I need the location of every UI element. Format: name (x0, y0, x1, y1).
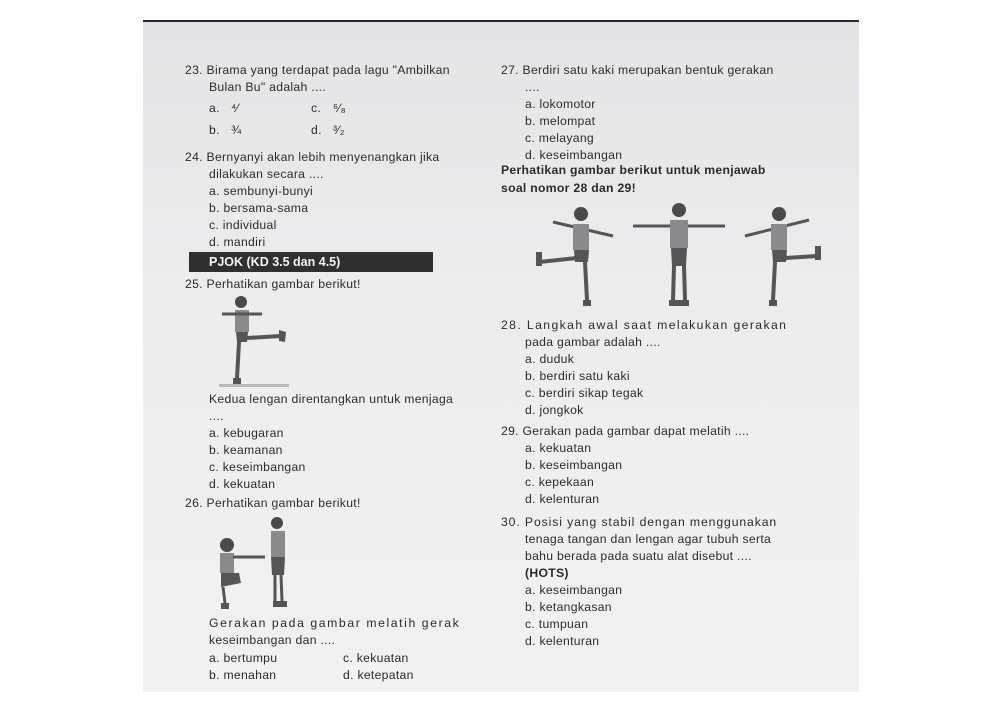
q23-c-letter: c. (311, 101, 322, 115)
q24-option-a: a. sembunyi-bunyi (209, 184, 314, 198)
q29-option-b: b. keseimbangan (525, 458, 623, 472)
q26-stem: 26. Perhatikan gambar berikut! (185, 496, 361, 510)
q30-option-d: d. kelenturan (525, 634, 600, 648)
q26-option-c: c. kekuatan (343, 651, 409, 665)
q25-option-a: a. kebugaran (209, 426, 284, 440)
q23-d-value: ³⁄₂ (333, 123, 345, 137)
q27-option-a: a. lokomotor (525, 97, 596, 111)
q25-option-d: d. kekuatan (209, 477, 276, 491)
q23-c-value: ⁶⁄₈ (333, 101, 347, 115)
q24-stem-line2: dilakukan secara .... (209, 167, 324, 181)
q28-stem-line2: pada gambar adalah .... (525, 335, 661, 349)
q24-option-b: b. bersama-sama (209, 201, 309, 215)
q26-option-b: b. menahan (209, 668, 277, 682)
q29-option-a: a. kekuatan (525, 441, 592, 455)
q24-option-d: d. mandiri (209, 235, 266, 249)
q27-option-b: b. melompat (525, 114, 596, 128)
instruction-line1: Perhatikan gambar berikut untuk menjawab (501, 163, 766, 177)
q25-prompt-line2: .... (209, 409, 224, 423)
q23-stem-line1: 23. Birama yang terdapat pada lagu "Ambilkan (185, 63, 450, 77)
q25-option-c: c. keseimbangan (209, 460, 306, 474)
q25-balance-figure (219, 292, 299, 392)
q27-stem-line2: .... (525, 80, 540, 94)
q30-stem-line2: tenaga tangan dan lengan agar tubuh serta (525, 532, 772, 546)
q26-prompt-line2: keseimbangan dan .... (209, 633, 336, 647)
q28-stem-line1: 28. Langkah awal saat melakukan gerakan (501, 318, 788, 332)
q23-options-bd (185, 122, 345, 139)
q23-d-letter: d. (311, 123, 322, 137)
section-banner: PJOK (KD 3.5 dan 4.5) (189, 252, 433, 272)
q29-stem: 29. Gerakan pada gambar dapat melatih .... (501, 424, 750, 438)
q29-option-d: d. kelenturan (525, 492, 600, 506)
q23-b-letter: b. (209, 123, 220, 137)
q30-option-a: a. keseimbangan (525, 583, 623, 597)
q23-a-value: ⁴⁄ (231, 101, 239, 115)
pose-2 (633, 203, 725, 306)
pose-3 (745, 207, 821, 306)
q23-stem-line2: Bulan Bu" adalah .... (209, 80, 327, 94)
q28-option-a: a. duduk (525, 352, 575, 366)
q29-option-c: c. kepekaan (525, 475, 595, 489)
q30-stem-line1: 30. Posisi yang stabil dengan menggunakan (501, 515, 778, 529)
q26-options-bd (185, 667, 414, 684)
q23-a-letter: a. (209, 101, 220, 115)
q23-b-value: ¾ (231, 123, 242, 137)
q25-stem: 25. Perhatikan gambar berikut! (185, 277, 361, 291)
q28-option-c: c. berdiri sikap tegak (525, 386, 644, 400)
q27-option-c: c. melayang (525, 131, 595, 145)
q27-option-d: d. keseimbangan (525, 148, 623, 162)
q26-squat-figure (209, 515, 309, 615)
q26-option-d: d. ketepatan (343, 668, 414, 682)
q26-options-ac (185, 650, 409, 667)
q30-option-b: b. ketangkasan (525, 600, 612, 614)
pose-1 (536, 207, 613, 306)
q26-option-a: a. bertumpu (209, 651, 278, 665)
q30-stem-line3: bahu berada pada suatu alat disebut .... (525, 549, 752, 563)
q24-option-c: c. individual (209, 218, 277, 232)
q23-options-ac (185, 100, 346, 117)
q28-29-balance-sequence-figure (533, 200, 823, 315)
q26-prompt-line1: Gerakan pada gambar melatih gerak (209, 616, 461, 630)
worksheet-page (143, 20, 859, 692)
q27-stem-line1: 27. Berdiri satu kaki merupakan bentuk gerakan (501, 63, 774, 77)
q30-option-c: c. tumpuan (525, 617, 589, 631)
q25-prompt-line1: Kedua lengan direntangkan untuk menjaga (209, 392, 454, 406)
q28-option-b: b. berdiri satu kaki (525, 369, 630, 383)
instruction-line2: soal nomor 28 dan 29! (501, 181, 636, 195)
q25-option-b: b. keamanan (209, 443, 283, 457)
q28-option-d: d. jongkok (525, 403, 584, 417)
q24-stem-line1: 24. Bernyanyi akan lebih menyenangkan jika (185, 150, 440, 164)
q30-hots-label: (HOTS) (525, 566, 569, 580)
